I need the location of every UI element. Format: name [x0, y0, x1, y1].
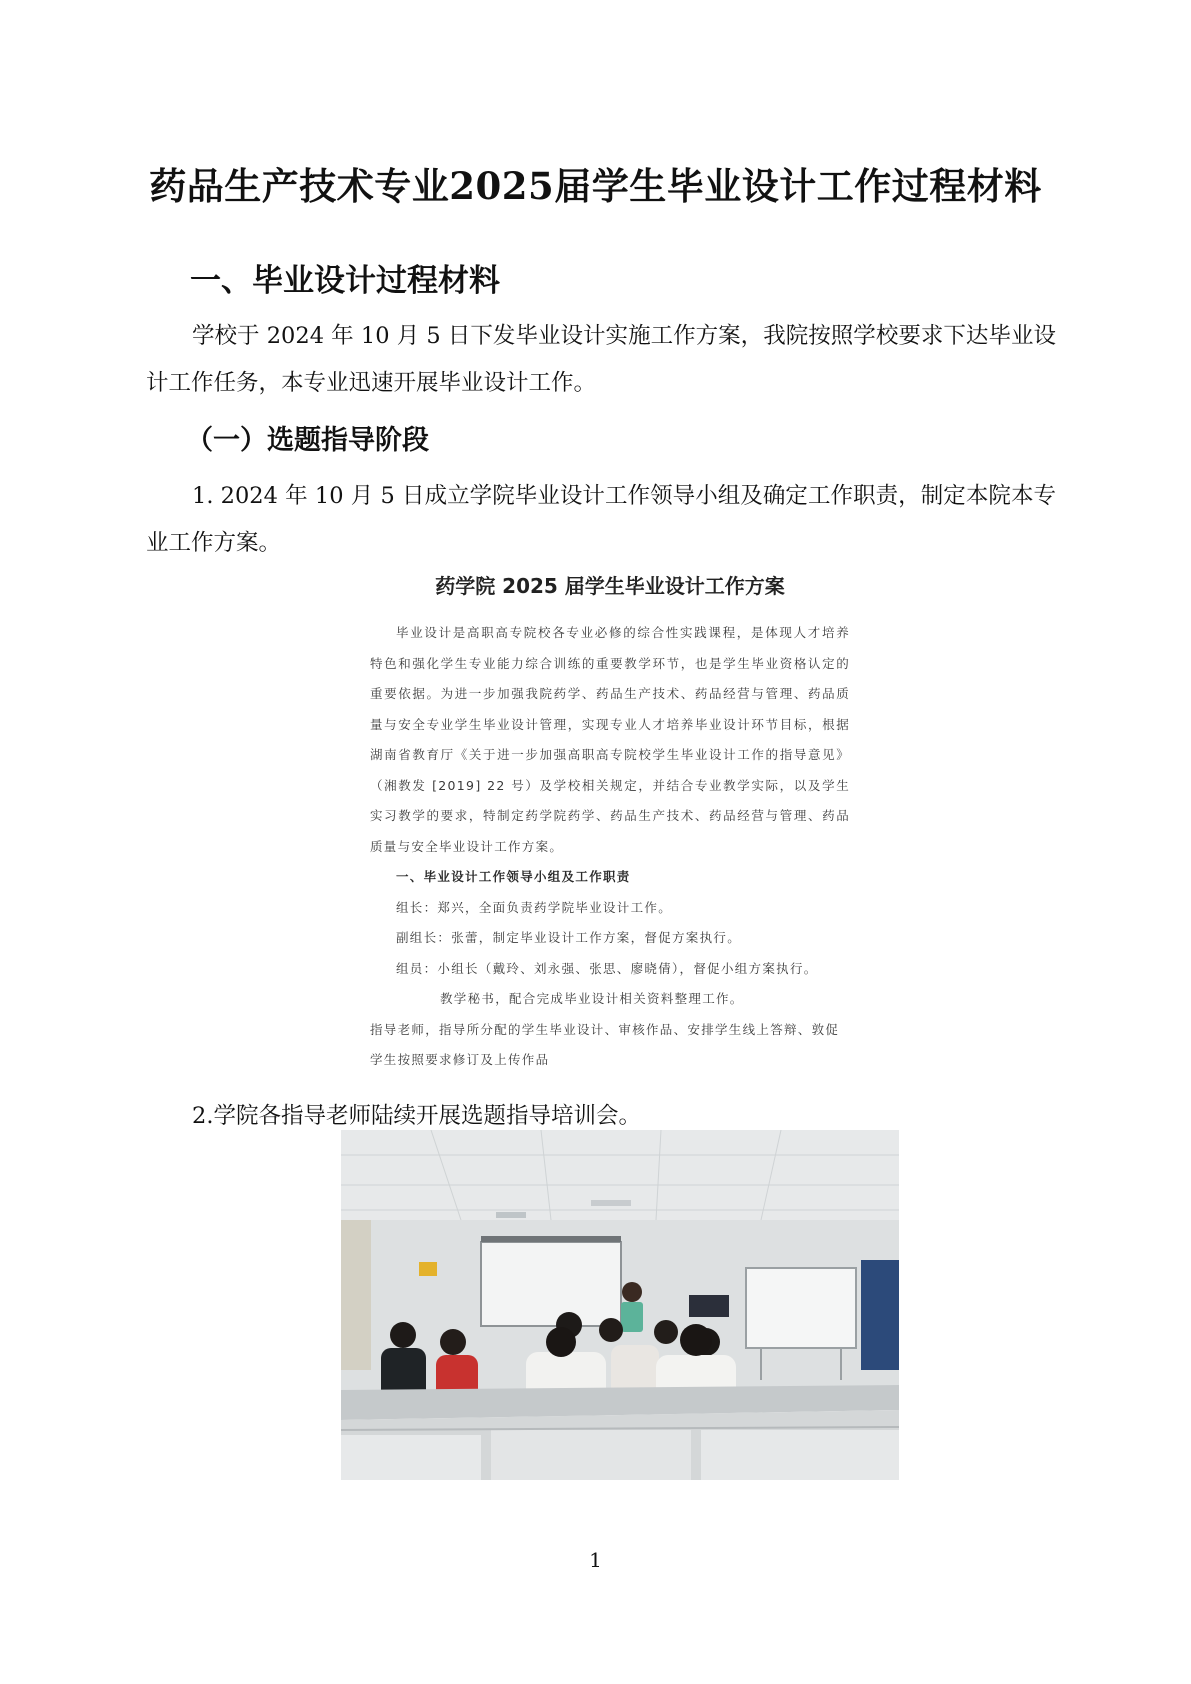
scan-paragraph: 毕业设计是高职高专院校各专业必修的综合性实践课程，是体现人才培养特色和强化学生专业能力综合训练的重要教学环节，也是学生毕业资格认定的重要依据。为进一步加强我院药学、药品生产技术、药品经营与管理、药品质量与安全专业学生毕业设计管理，实现专业人才培养毕业设计环节目标，根据湖南省教育厅《关于进一步加强高职高专院校学生毕业设计工作的指导意见》（湘教发 [2019] 22 号）及学校相关规定，并结合专业教学实际，以及学生实习教学的要求，特制定药学院药学、药品生产技术、药品经营与管理、药品质量与安全毕业设计工作方案。 [370, 625, 850, 854]
section-heading: 一、毕业设计过程材料 [190, 263, 500, 299]
list-item-1: 1. 2024 年 10 月 5 日成立学院毕业设计工作领导小组及确定工作职责，制定本院本专业工作方案。 [146, 483, 1056, 556]
document-title: 药品生产技术专业2025届学生毕业设计工作过程材料 [149, 164, 1042, 208]
scan-members: 组员：小组长（戴玲、刘永强、张思、廖晓倩），督促小组方案执行。 [396, 960, 818, 976]
list-item-2: 2.学院各指导老师陆续开展选题指导培训会。 [192, 1103, 641, 1129]
scan-secretary: 教学秘书，配合完成毕业设计相关资料整理工作。 [440, 991, 744, 1006]
scan-deputy: 副组长：张蕾，制定毕业设计工作方案，督促方案执行。 [396, 930, 742, 945]
embedded-scan-image [360, 560, 860, 1080]
scan-advisor: 指导老师，指导所分配的学生毕业设计、审核作品、安排学生线上答辩、敦促学生按照要求修订及上传作品 [370, 1021, 840, 1067]
page-number: 1 [589, 1548, 602, 1572]
subsection-heading: （一）选题指导阶段 [186, 425, 429, 456]
scan-title: 药学院 2025 届学生毕业设计工作方案 [435, 574, 785, 598]
intro-paragraph: 学校于 2024 年 10 月 5 日下发毕业设计实施工作方案，我院按照学校要求下达毕业设计工作任务，本专业迅速开展毕业设计工作。 [146, 323, 1056, 396]
classroom-photo [341, 1130, 899, 1480]
scan-section-heading: 一、毕业设计工作领导小组及工作职责 [396, 869, 631, 884]
classroom-photo-illustration [341, 1130, 899, 1480]
scan-body [370, 618, 850, 1076]
scan-leader: 组长：郑兴，全面负责药学院毕业设计工作。 [396, 899, 673, 915]
